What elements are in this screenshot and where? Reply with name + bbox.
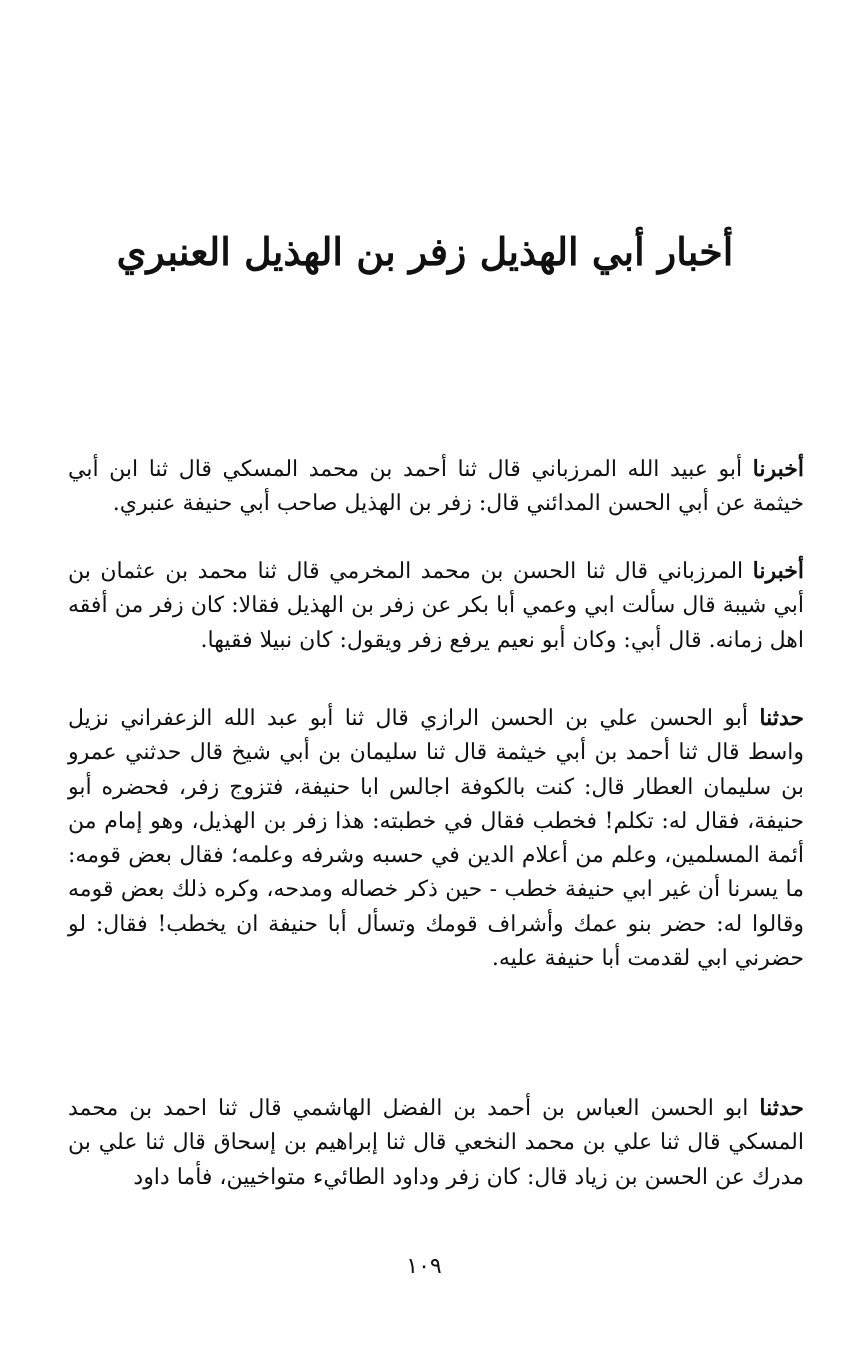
paragraph [68,1091,804,1195]
paragraph-lead-word: أخبرنا [752,558,804,584]
paragraph [68,452,804,522]
paragraph [68,554,804,658]
paragraph-lead-word: حدثنا [759,705,804,731]
paragraph-text: ابو الحسن العباس بن أحمد بن الفضل الهاشمي قال ثنا احمد بن محمد المسكي قال ثنا علي بن محمد النخعي قال ثنا إبراهيم بن إسحاق قال ثنا علي بن مدرك عن الحسن بن زياد قال: كان زفر وداود الطائيء متواخيين، فأما داود [68,1096,804,1190]
paragraph-lead-word: حدثنا [759,1095,804,1121]
chapter-title: أخبار أبي الهذيل زفر بن الهذيل العنبري [116,229,734,274]
paragraph-lead-word: أخبرنا [752,456,804,482]
paragraph-text: المرزباني قال ثنا الحسن بن محمد المخرمي قال ثنا محمد بن عثمان بن أبي شيبة قال سألت ابي وعمي أبا بكر عن زفر بن الهذيل فقالا: كان زفر من أفقه اهل زمانه. قال أبي: وكان أبو نعيم يرفع زفر ويقول: كان نبيلا فقيها. [68,559,804,653]
paragraph-text: أبو الحسن علي بن الحسن الرازي قال ثنا أبو عبد الله الزعفراني نزيل واسط قال ثنا أحمد بن أبي خيثمة قال ثنا سليمان بن أبي شيخ قال حدثني عمرو بن سليمان العطار قال: كنت بالكوفة اجالس ابا حنيفة، فتزوج زفر، فحضره أبو حنيفة، فقال له: تكلم! فخطب فقال في خطبته: هذا زفر بن الهذيل، وهو إمام من أئمة المسلمين، وعلم من أعلام الدين في حسبه وشرفه وعلمه؛ فقال بعض قومه: ما يسرنا أن غير ابي حنيفة خطب - حين ذكر خصاله ومدحه، وكره ذلك بعض قومه وقالوا له: حضر بنو عمك وأشراف قومك وتسأل أبا حنيفة ان يخطب! فقال: لو حضرني ابي لقدمت أبا حنيفة عليه. [68,706,804,972]
paragraph [68,701,804,976]
page-number: ١٠٩ [406,1254,442,1279]
paragraph-text: أبو عبيد الله المرزباني قال ثنا أحمد بن محمد المسكي قال ثنا ابن أبي خيثمة عن أبي الحسن المدائني قال: زفر بن الهذيل صاحب أبي حنيفة عنبري. [68,457,804,517]
